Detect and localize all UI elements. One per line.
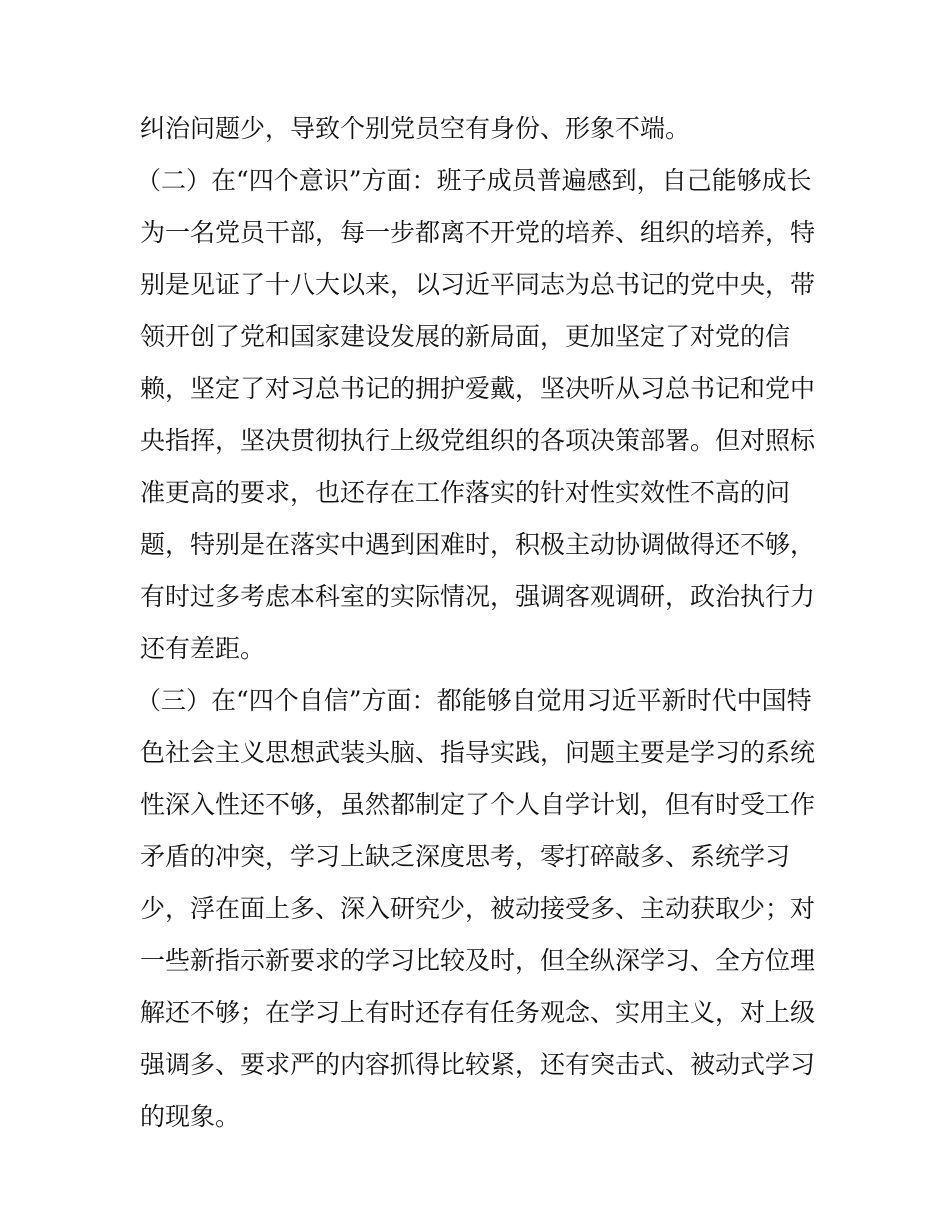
- text-line: 题，特别是在落实中遇到困难时，积极主动协调做得还不够，: [140, 530, 816, 559]
- text-line: 强调多、要求严的内容抓得比较紧，还有突击式、被动式学习: [140, 1050, 816, 1079]
- text-line: 央指挥，坚决贯彻执行上级党组织的各项决策部署。但对照标: [140, 426, 816, 455]
- text-line: 赖，坚定了对习总书记的拥护爱戴，坚决听从习总书记和党中: [140, 374, 816, 403]
- text-line: 性深入性还不够，虽然都制定了个人自学计划，但有时受工作: [140, 790, 816, 819]
- section-heading-line: （二）在“四个意识”方面：班子成员普遍感到，自己能够成长: [136, 166, 812, 195]
- document-body: [136, 103, 816, 1143]
- text-line: 的现象。: [140, 1102, 241, 1131]
- text-line: 有时过多考虑本科室的实际情况，强调客观调研，政治执行力: [140, 582, 816, 611]
- section-heading-line: （三）在“四个自信”方面：都能够自觉用习近平新时代中国特: [136, 686, 812, 715]
- text-line: 还有差距。: [140, 634, 266, 663]
- text-line: 少，浮在面上多、深入研究少，被动接受多、主动获取少；对: [140, 894, 816, 923]
- text-line: 解还不够；在学习上有时还存有任务观念、实用主义，对上级: [140, 998, 816, 1027]
- text-line: 准更高的要求，也还存在工作落实的针对性实效性不高的问: [140, 478, 791, 507]
- text-line: 一些新指示新要求的学习比较及时，但全纵深学习、全方位理: [140, 946, 816, 975]
- text-line: 为一名党员干部，每一步都离不开党的培养、组织的培养，特: [140, 218, 816, 247]
- text-line: 矛盾的冲突，学习上缺乏深度思考，零打碎敲多、系统学习: [140, 842, 791, 871]
- text-line: 纠治问题少，导致个别党员空有身份、形象不端。: [140, 114, 691, 143]
- text-line: 别是见证了十八大以来，以习近平同志为总书记的党中央，带: [140, 270, 816, 299]
- text-line: 色社会主义思想武装头脑、指导实践，问题主要是学习的系统: [140, 738, 816, 767]
- text-line: 领开创了党和国家建设发展的新局面，更加坚定了对党的信: [140, 322, 791, 351]
